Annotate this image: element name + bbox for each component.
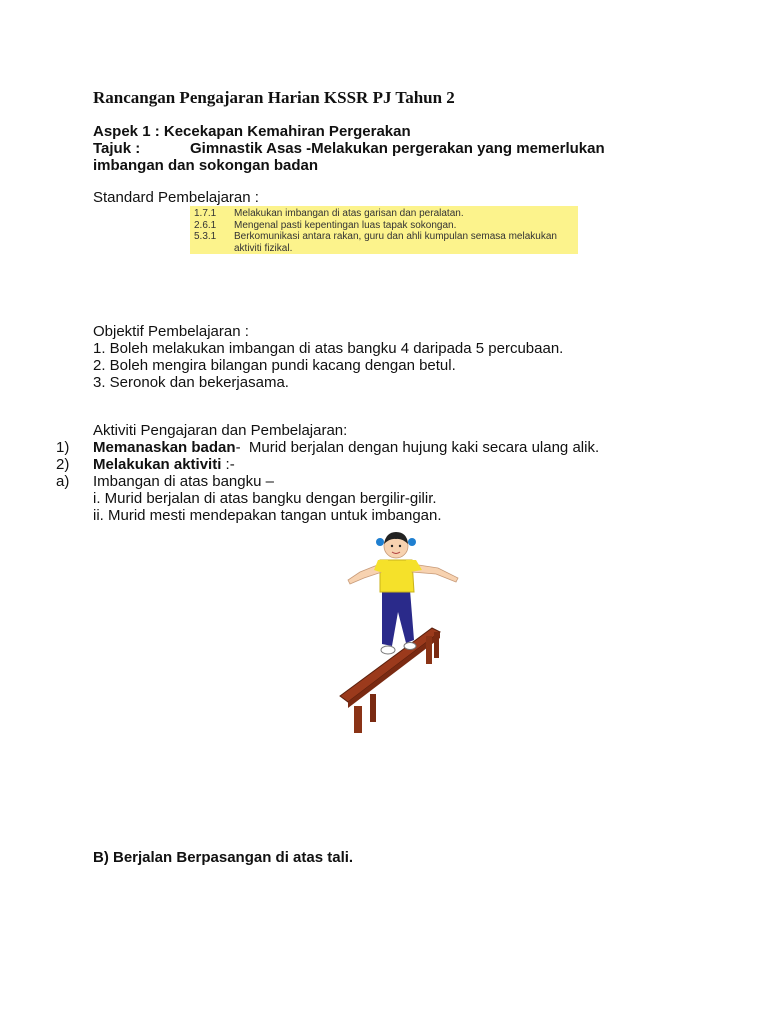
girl-balancing-on-bench-illustration [330,528,470,733]
objektif-item: 3. Seronok dan bekerjasama. [93,374,289,391]
standard-code: 1.7.1 [194,208,217,219]
standard-row [190,243,578,255]
standard-highlight-box [190,206,578,254]
standard-code: 5.3.1 [194,231,217,242]
standard-row [190,231,578,243]
aktiviti-marker: 1) [56,439,70,456]
standard-text: Mengenal pasti kepentingan luas tapak sokongan. [234,219,457,231]
standard-code [190,243,234,255]
aktiviti-item [56,456,599,473]
tajuk-continuation: imbangan dan sokongan badan [93,157,319,174]
aktiviti-text: Imbangan di atas bangku – [93,473,274,490]
objektif-item: 1. Boleh melakukan imbangan di atas bangku 4 daripada 5 percubaan. [93,340,564,357]
aktiviti-text: :- [221,456,235,473]
objektif-list [93,340,563,391]
aktiviti-item [56,439,599,456]
girl-figure [348,532,458,654]
standard-code: 2.6.1 [194,219,217,231]
standard-text: aktiviti fizikal. [234,242,293,254]
objektif-item: 2. Boleh mengira bilangan pundi kacang dengan betul. [93,357,456,374]
document-title: Rancangan Pengajaran Harian KSSR PJ Tahun 2 [93,88,455,107]
objektif-label: Objektif Pembelajaran : [93,323,249,340]
aktiviti-text: - Murid berjalan dengan hujung kaki secara ulang alik. [235,439,600,456]
standard-text: Berkomunikasi antara rakan, guru dan ahli kumpulan semasa melakukan [234,231,557,242]
sub-activity-item: i. Murid berjalan di atas bangku dengan bergilir-gilir. [93,490,437,507]
aktiviti-bold-text: Melakukan aktiviti [93,456,222,473]
sub-activity-list [93,490,442,524]
aktiviti-marker: 2) [56,456,70,473]
standard-text: Melakukan imbangan di atas garisan dan peralatan. [234,208,464,219]
aspek-heading: Aspek 1 : Kecekapan Kemahiran Pergerakan [93,123,411,140]
aktiviti-list [56,439,599,490]
standard-row [190,220,578,232]
aktiviti-item [56,473,599,490]
aktiviti-bold-text: Memanaskan badan [93,439,236,456]
standard-label: Standard Pembelajaran : [93,189,259,206]
tajuk-text: Gimnastik Asas -Melakukan pergerakan yang memerlukan [190,140,605,157]
tajuk-label: Tajuk : [93,140,141,157]
aktiviti-marker: a) [56,473,70,490]
standard-row [190,208,578,220]
sub-activity-item: ii. Murid mesti mendepakan tangan untuk imbangan. [93,507,442,524]
aktiviti-label: Aktiviti Pengajaran dan Pembelajaran: [93,422,348,439]
section-b-heading: B) Berjalan Berpasangan di atas tali. [93,849,354,866]
